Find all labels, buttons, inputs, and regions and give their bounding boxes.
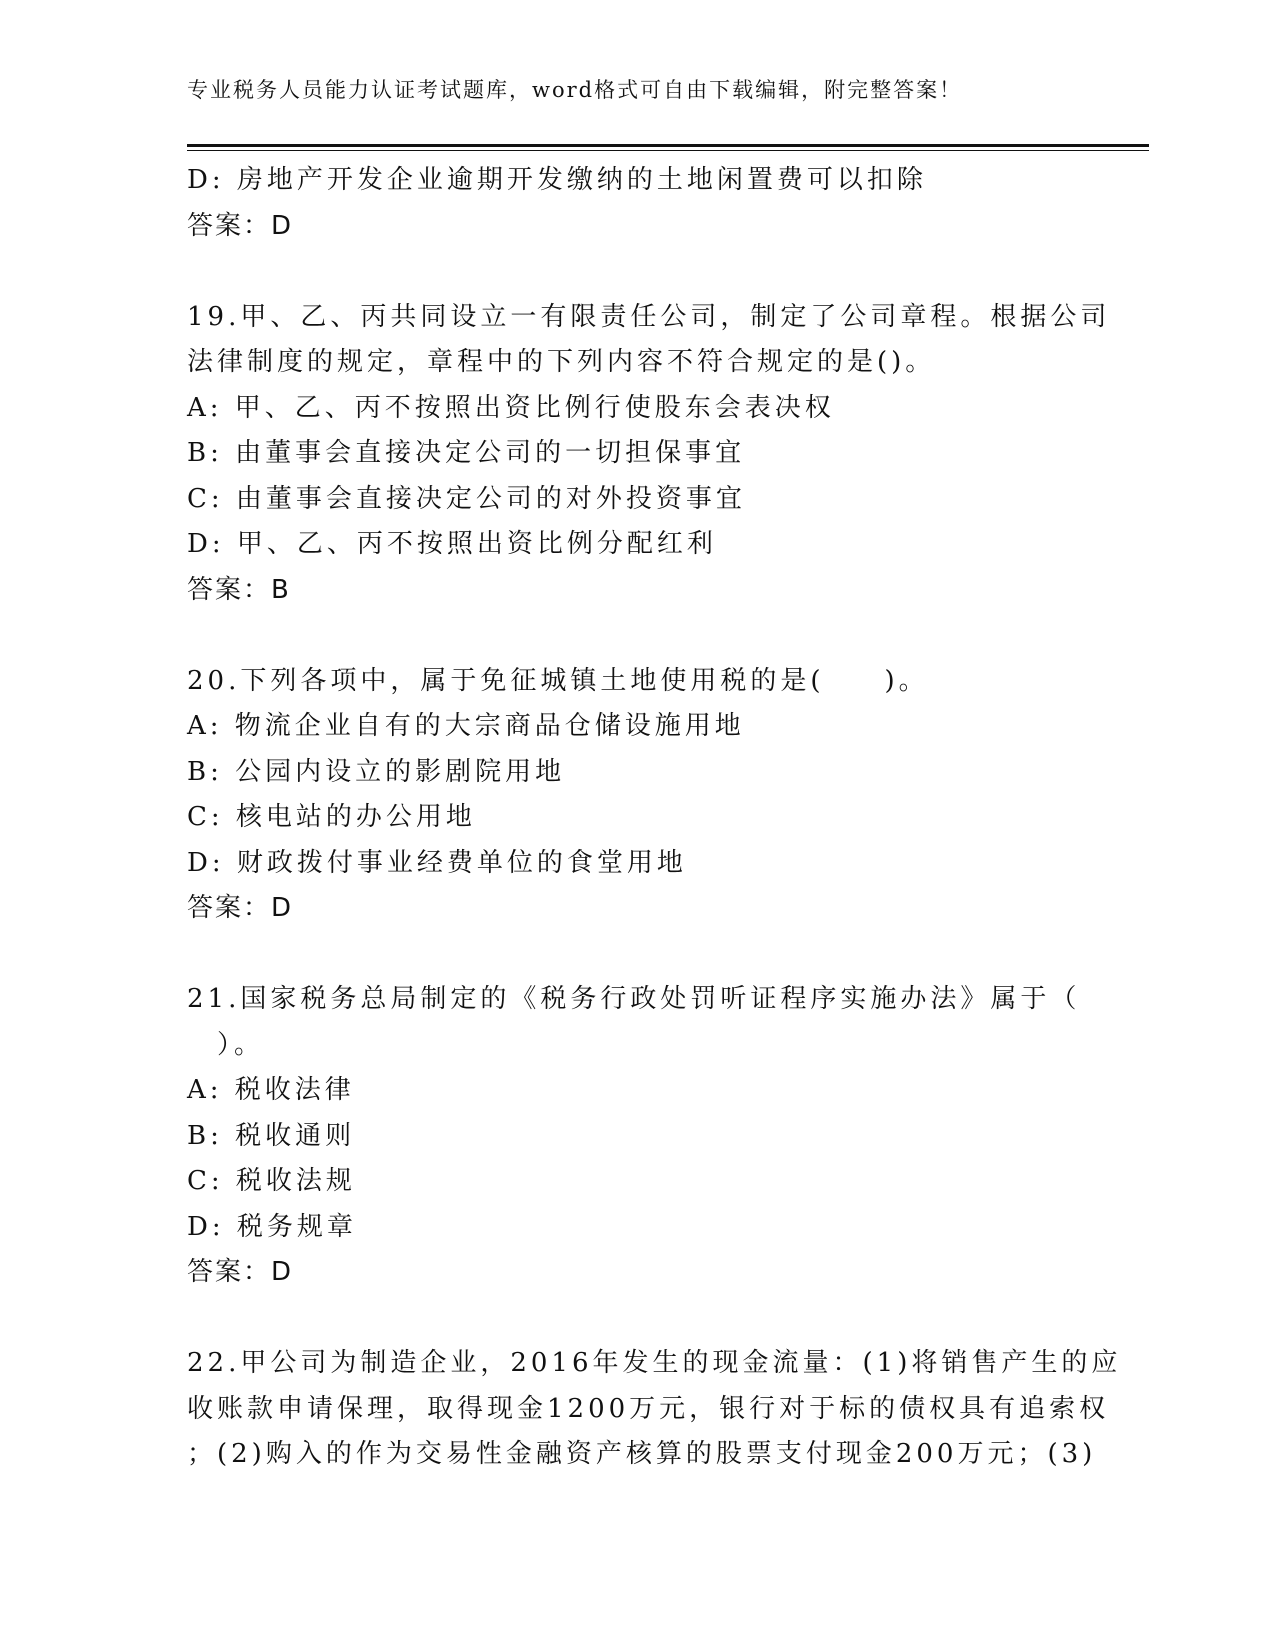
q22-stem-line2: 收账款申请保理，取得现金1200万元，银行对于标的债权具有追索权 — [187, 1393, 1110, 1424]
q19-stem-line2: 法律制度的规定，章程中的下列内容不符合规定的是()。 — [187, 347, 936, 377]
q22-stem-line1: 22.甲公司为制造企业，2016年发生的现金流量：(1)将销售产生的应 — [187, 1348, 1122, 1378]
q19-stem-line1: 19.甲、乙、丙共同设立一有限责任公司，制定了公司章程。根据公司 — [187, 301, 1111, 332]
q19-option-d: D: 甲、乙、丙不按照出资比例分配红利 — [187, 529, 717, 559]
q20-option-b: B: 公园内设立的影剧院用地 — [187, 756, 566, 787]
q19-option-b: B: 由董事会直接决定公司的一切担保事宜 — [187, 438, 746, 468]
spacer — [187, 613, 1087, 659]
q21-stem-line1: 21.国家税务总局制定的《税务行政处罚听证程序实施办法》属于（ — [187, 984, 1081, 1014]
q21-answer: 答案：D — [187, 1257, 294, 1287]
q21-option-b: B: 税收通则 — [187, 1120, 356, 1151]
q22-stem-line3: ；(2)购入的作为交易性金融资产核算的股票支付现金200万元；(3) — [187, 1439, 1097, 1469]
header-rule-thin — [187, 150, 1149, 151]
q20-stem-line1: 20.下列各项中，属于免征城镇土地使用税的是( )。 — [187, 665, 929, 696]
q21-option-d: D: 税务规章 — [187, 1211, 357, 1242]
q19-option-c: C: 由董事会直接决定公司的对外投资事宜 — [187, 483, 746, 514]
page-header: 专业税务人员能力认证考试题库，word格式可自由下载编辑，附完整答案！ — [187, 78, 963, 102]
q21-option-a: A: 税收法律 — [187, 1075, 355, 1105]
spacer — [187, 1296, 1087, 1342]
q20-option-c: C: 核电站的办公用地 — [187, 802, 476, 832]
q18-answer: 答案：D — [187, 210, 294, 241]
q21-option-c: C: 税收法规 — [187, 1166, 356, 1196]
spacer — [187, 932, 1087, 978]
q20-answer: 答案：D — [187, 893, 294, 923]
q19-answer: 答案：B — [187, 574, 291, 605]
q21-stem-line2: ）。 — [217, 1029, 265, 1060]
q20-option-d: D: 财政拨付事业经费单位的食堂用地 — [187, 847, 687, 878]
header-rule-thick — [187, 144, 1149, 147]
document-body — [187, 158, 1122, 1478]
q18-option-d: D: 房地产开发企业逾期开发缴纳的土地闲置费可以扣除 — [187, 165, 927, 195]
q20-option-a: A: 物流企业自有的大宗商品仓储设施用地 — [187, 711, 745, 741]
spacer — [187, 249, 1087, 295]
q19-option-a: A: 甲、乙、丙不按照出资比例行使股东会表决权 — [187, 392, 835, 423]
